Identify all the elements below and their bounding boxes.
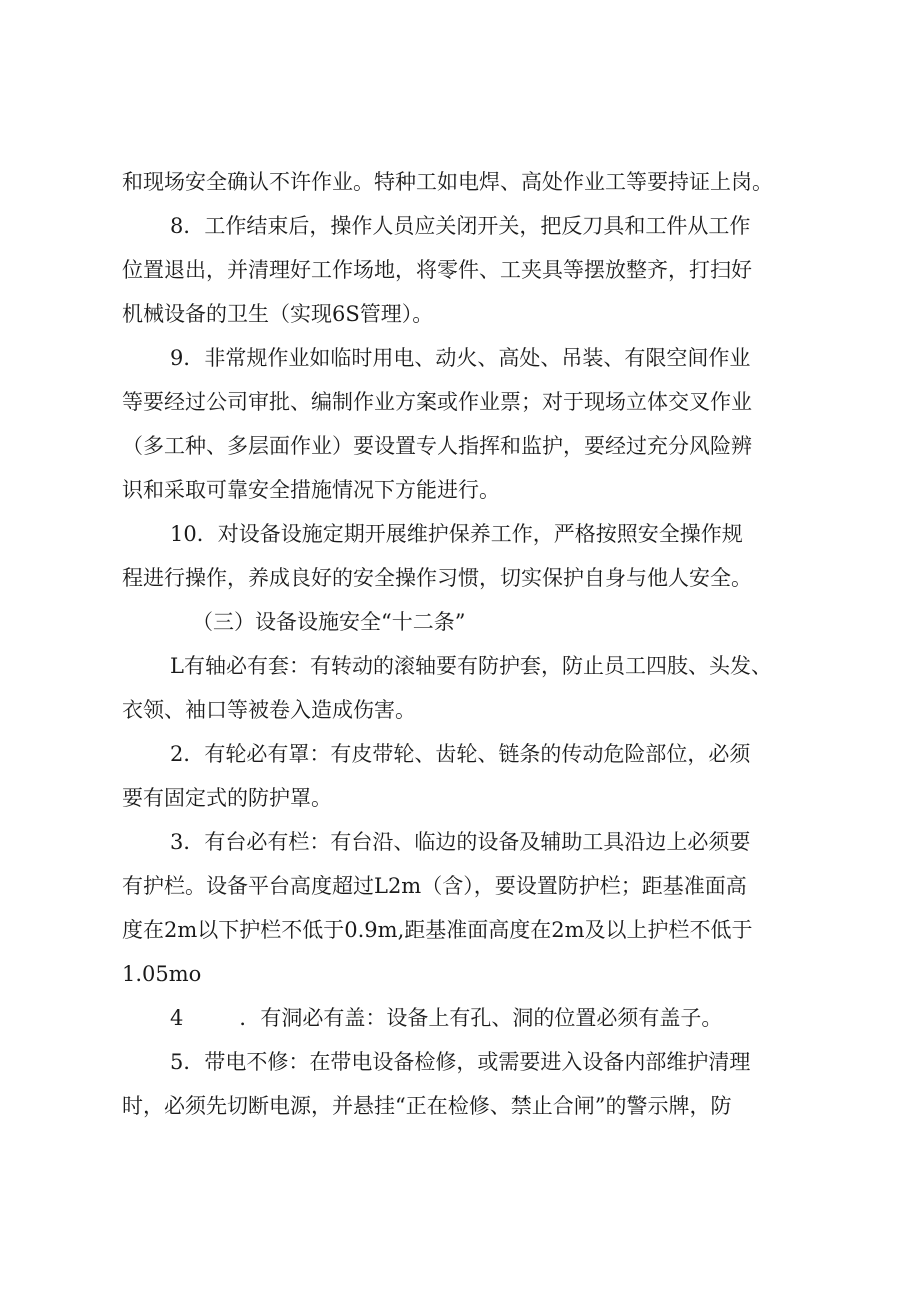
list-item-10: 10．对设备设施定期开展维护保养工作，严格按照安全操作规 bbox=[170, 522, 743, 546]
list-item-1: L有轴必有套：有转动的滚轴要有防护套，防止员工四肢、头发、 bbox=[170, 654, 772, 678]
list-item-8: 8．工作结束后，操作人员应关闭开关，把反刀具和工件从工作 bbox=[170, 214, 751, 238]
text-line: 和现场安全确认不许作业。特种工如电焊、高处作业工等要持证上岗。 bbox=[122, 170, 773, 194]
text-line: （多工种、多层面作业）要设置专人指挥和监护，要经过充分风险辨 bbox=[122, 434, 752, 458]
text-line: 位置退出，并清理好工作场地，将零件、工夹具等摆放整齐，打扫好 bbox=[122, 258, 752, 282]
text-line: 机械设备的卫生（实现6S管理）。 bbox=[122, 302, 434, 326]
list-item-3: 3．有台必有栏：有台沿、临边的设备及辅助工具沿边上必须要 bbox=[170, 830, 751, 854]
list-item-9: 9．非常规作业如临时用电、动火、高处、吊装、有限空间作业 bbox=[170, 346, 751, 370]
text-line: 等要经过公司审批、编制作业方案或作业票；对于现场立体交叉作业 bbox=[122, 390, 752, 414]
list-item-4 bbox=[170, 1000, 722, 1036]
list-number: 4 bbox=[170, 1006, 184, 1030]
text-line: 识和采取可靠安全措施情况下方能进行。 bbox=[122, 478, 500, 502]
text-line: 时，必须先切断电源，并悬挂“正在检修、禁止合闸”的警示牌，防 bbox=[122, 1094, 732, 1118]
list-text: ．有洞必有盖：设备上有孔、洞的位置必须有盖子。 bbox=[239, 1006, 723, 1030]
text-line: 度在2m以下护栏不低于0.9m,距基准面高度在2m及以上护栏不低于 bbox=[122, 918, 753, 942]
section-heading: （三）设备设施安全“十二条” bbox=[192, 610, 466, 634]
list-item-2: 2．有轮必有罩：有皮带轮、齿轮、链条的传动危险部位，必须 bbox=[170, 742, 751, 766]
text-line: 要有固定式的防护罩。 bbox=[122, 786, 332, 810]
text-line: 有护栏。设备平台高度超过L2m（含），要设置防护栏；距基准面高 bbox=[122, 874, 747, 898]
list-item-5: 5．带电不修：在带电设备检修，或需要进入设备内部维护清理 bbox=[170, 1050, 751, 1074]
text-line: 程进行操作，养成良好的安全操作习惯，切实保护自身与他人安全。 bbox=[122, 566, 752, 590]
text-line: 衣领、袖口等被卷入造成伤害。 bbox=[122, 698, 416, 722]
text-line: 1.05mo bbox=[122, 962, 202, 986]
